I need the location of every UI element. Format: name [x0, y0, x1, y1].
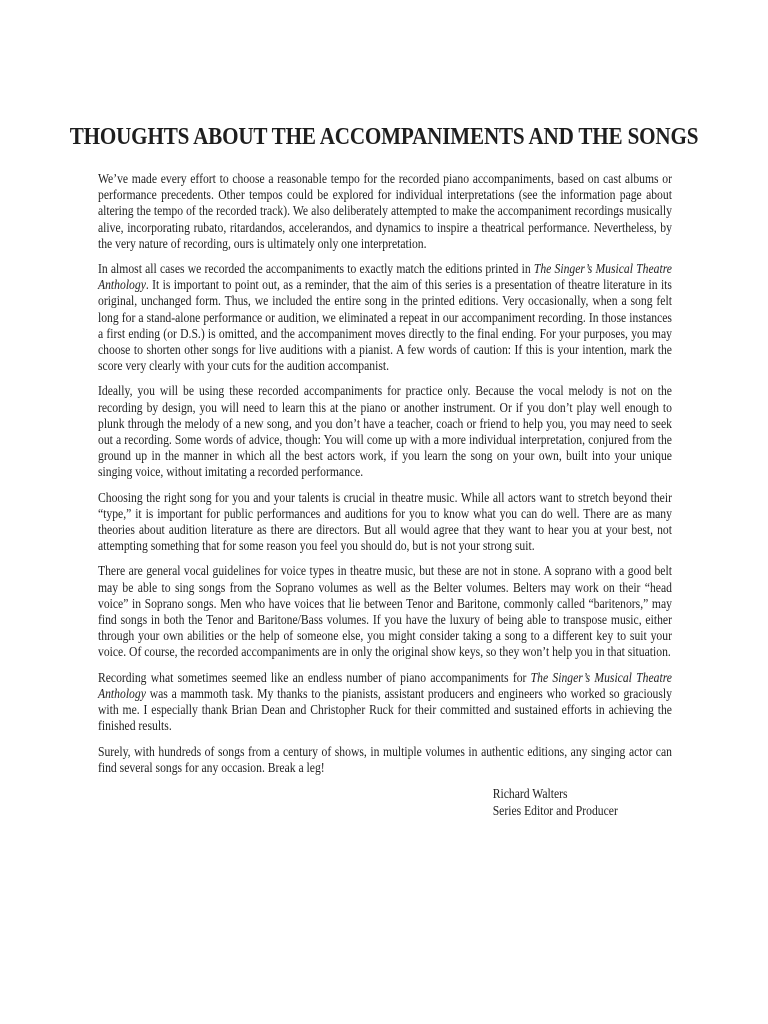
- italic-text-run: The Singer’s Musical Theatre Anthology: [98, 669, 672, 701]
- paragraph: [98, 261, 672, 374]
- text-run: Ideally, you will be using these recorded accompaniments for practice only. Because the vocal melody is not on the recording by design, you will need to learn this at the piano or another instrument. Or if you don’t play well enough to plunk through the melody of a new song, and you don’t have a teacher, coach or friend to help you, you may need to seek out a recording. Some words of advice, though: You will come up with a more individual interpretation, conjured from the ground up in the manner in which all the best actors work, if you learn the song on your own, built into your unique singing voice, without imitating a recorded performance.: [98, 383, 672, 480]
- text-run: . It is important to point out, as a reminder, that the aim of this series is a presentation of theatre literature in its original, unchanged form. Thus, we included the entire song in the printed editions. Very occasionally, when a song felt long for a stand-alone performance or audition, we eliminated a repeat in our accompaniment recording. In those instances a first ending (or D.S.) is omitted, and the accompaniment moves directly to the final ending. For your purposes, you may choose to shorten other songs for live auditions with a pianist. A few words of caution: If this is your intention, mark the score very clearly with your cuts for the audition accompanist.: [98, 277, 672, 374]
- text-run: In almost all cases we recorded the accompaniments to exactly match the editions printed in: [98, 261, 534, 277]
- paragraph: [98, 744, 672, 776]
- text-run: was a mammoth task. My thanks to the pianists, assistant producers and engineers who worked so graciously with me. I especially thank Brian Dean and Christopher Ruck for their committed and sustained efforts in achieving the finished results.: [98, 685, 672, 734]
- paragraphs-container: [98, 171, 672, 776]
- italic-text-run: The Singer’s Musical Theatre Anthology: [98, 261, 672, 293]
- text-run: We’ve made every effort to choose a reasonable tempo for the recorded piano accompaniments, based on cast albums or performance precedents. Other tempos could be explored for individual interpretations (see the information page about altering the tempo of the recorded track). We also deliberately attempted to make the accompaniment recordings musically alive, incorporating rubato, ritardandos, accelerandos, and dynamics to inspire a theatrical performance. Nevertheless, by the very nature of recording, ours is ultimately only one interpretation.: [98, 171, 672, 251]
- signature-name: Richard Walters: [492, 785, 568, 801]
- paragraph: [98, 563, 672, 660]
- page-title: THOUGHTS ABOUT THE ACCOMPANIMENTS AND THE SONGS: [69, 124, 699, 150]
- text-run: Choosing the right song for you and your talents is crucial in theatre music. While all actors want to stretch beyond their “type,” it is important for public performances and auditions for you to know what you can do well. There are as many theories about audition literature as there are directors. But all would agree that they want to hear you at your best, not attempting something that for some reason you feel you should do, but is not your strong suit.: [98, 489, 672, 554]
- paragraph: [98, 383, 672, 480]
- paragraph: [98, 171, 672, 252]
- text-run: Surely, with hundreds of songs from a century of shows, in multiple volumes in authentic editions, any singing actor can find several songs for any occasion. Break a leg!: [98, 743, 672, 775]
- text-run: Recording what sometimes seemed like an endless number of piano accompaniments for: [98, 669, 531, 685]
- paragraph: [98, 670, 672, 735]
- text-run: There are general vocal guidelines for voice types in theatre music, but these are not in stone. A soprano with a good belt may be able to sing songs from the Soprano volumes as well as the Belter volumes. Belters may work on their “head voice” in Soprano songs. Men who have voices that lie between Tenor and Baritone, commonly called “baritenors,” may find songs in both the Tenor and Baritone/Bass volumes. If you have the luxury of being able to transpose music, either through your own abilities or the help of someone else, you might consider taking a song to a different key to suit your voice. Of course, the recorded accompaniments are in only the original show keys, so they won’t help you in that situation.: [98, 563, 672, 660]
- signature-block: [493, 785, 672, 820]
- signature-role: Series Editor and Producer: [492, 803, 618, 819]
- body-text: [98, 171, 672, 820]
- paragraph: [98, 490, 672, 555]
